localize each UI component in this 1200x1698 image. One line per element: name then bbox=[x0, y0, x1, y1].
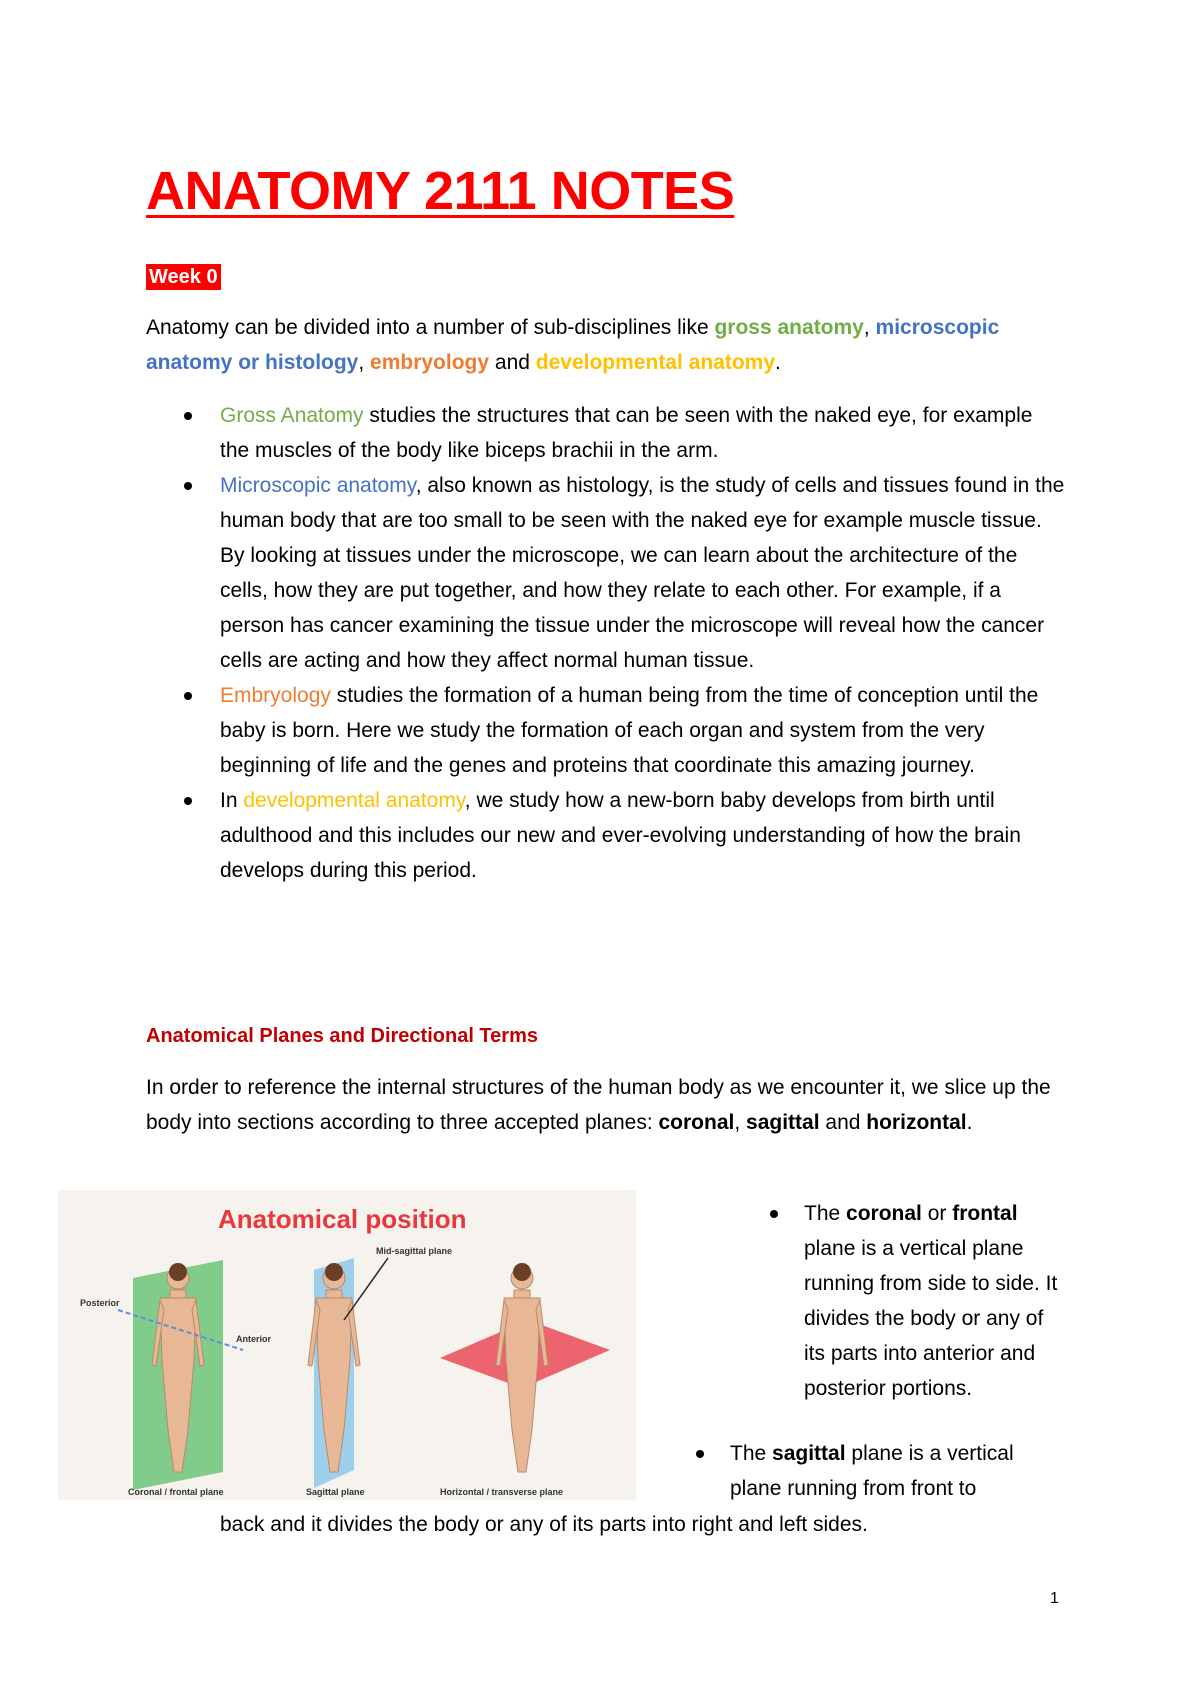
term-microscopic-anatomy: microscopic anatomy or histology bbox=[146, 316, 1000, 374]
planes-text: In order to reference the internal structures of the human body as we encounter it, we slice up the body into sections according to three accepted planes: bbox=[146, 1076, 1051, 1134]
bullet-text: , we study how a new-born baby develops from birth until adulthood and this includes our new and ever-evolving understanding of how the brain develops during this period. bbox=[220, 789, 1021, 882]
term-frontal: frontal bbox=[952, 1202, 1018, 1225]
bullet-text: , also known as histology, is the study of cells and tissues found in the human body that are too small to be seen with the naked eye for example muscle tissue. By looking at tissues under the microscope, we can learn about the architecture of the cells, how they are put together, and how they relate to each other. For example, if a person has cancer examining the tissue under the microscope will reveal how the cancer cells are acting and how they affect normal human tissue. bbox=[220, 474, 1065, 672]
term-sagittal: sagittal bbox=[772, 1442, 846, 1465]
bullet-icon bbox=[184, 797, 192, 805]
intro-end: . bbox=[775, 351, 781, 374]
intro-paragraph bbox=[146, 310, 1066, 380]
section-heading: Anatomical Planes and Directional Terms bbox=[146, 1025, 538, 1047]
term-gross-anatomy: gross anatomy bbox=[714, 316, 864, 339]
term-horizontal: horizontal bbox=[866, 1111, 967, 1134]
hair-shape bbox=[325, 1263, 343, 1281]
bullet-key: developmental anatomy bbox=[243, 789, 465, 812]
caption-horizontal: Horizontal / transverse plane bbox=[440, 1487, 564, 1497]
term-coronal: coronal bbox=[658, 1111, 735, 1134]
figure-title: Anatomical position bbox=[218, 1204, 467, 1234]
caption-coronal: Coronal / frontal plane bbox=[128, 1487, 224, 1497]
list-item bbox=[146, 678, 1066, 783]
intro-text: Anatomy can be divided into a number of sub-disciplines like bbox=[146, 316, 715, 339]
anatomical-position-figure bbox=[58, 1190, 636, 1500]
bullet-icon bbox=[770, 1210, 778, 1218]
planes-intro bbox=[146, 1070, 1066, 1140]
bullet-key: Microscopic anatomy bbox=[220, 474, 416, 497]
coronal-or: or bbox=[921, 1202, 953, 1225]
list-item bbox=[690, 1436, 1060, 1506]
sagittal-the: The bbox=[730, 1442, 773, 1465]
intro-and: and bbox=[489, 351, 536, 374]
coronal-the: The bbox=[804, 1202, 847, 1225]
planes-sep: , bbox=[734, 1111, 747, 1134]
sagittal-text: plane is a vertical plane running from front to bbox=[730, 1442, 1014, 1500]
term-coronal: coronal bbox=[846, 1202, 922, 1225]
caption-sagittal: Sagittal plane bbox=[306, 1487, 365, 1497]
coronal-plane-list bbox=[770, 1196, 1070, 1406]
anatomical-planes-illustration bbox=[58, 1190, 636, 1500]
page-number: 1 bbox=[1050, 1590, 1059, 1607]
planes-and: and bbox=[819, 1111, 867, 1134]
subdiscipline-list bbox=[146, 398, 1066, 888]
bullet-pre: In bbox=[220, 789, 244, 812]
week-label: Week 0 bbox=[146, 264, 221, 290]
page-title: ANATOMY 2111 NOTES bbox=[146, 161, 735, 221]
bullet-icon bbox=[696, 1450, 704, 1458]
list-item bbox=[146, 398, 1066, 468]
bullet-icon bbox=[184, 692, 192, 700]
bullet-icon bbox=[184, 482, 192, 490]
list-item bbox=[770, 1196, 1070, 1406]
hair-shape bbox=[513, 1263, 531, 1281]
bullet-text: studies the formation of a human being from the time of conception until the baby is born. Here we study the formation of each organ and system from the very beginning of life and the genes and proteins that coordinate this amazing journey. bbox=[220, 684, 1039, 777]
list-item bbox=[146, 468, 1066, 678]
bullet-key: Gross Anatomy bbox=[220, 404, 364, 427]
hair-shape bbox=[169, 1263, 187, 1281]
sagittal-plane-list bbox=[690, 1436, 1060, 1506]
list-item bbox=[146, 783, 1066, 888]
term-sagittal: sagittal bbox=[746, 1111, 820, 1134]
term-developmental-anatomy: developmental anatomy bbox=[535, 351, 776, 374]
term-embryology: embryology bbox=[370, 351, 490, 374]
intro-sep: , bbox=[863, 316, 876, 339]
label-mid-sagittal: Mid-sagittal plane bbox=[376, 1246, 453, 1256]
planes-end: . bbox=[966, 1111, 973, 1134]
bullet-icon bbox=[184, 412, 192, 420]
label-anterior: Anterior bbox=[236, 1334, 272, 1344]
intro-sep: , bbox=[358, 351, 371, 374]
coronal-text: plane is a vertical plane running from side to side. It divides the body or any of its parts into anterior and posterior portions. bbox=[804, 1237, 1058, 1400]
sagittal-continuation: back and it divides the body or any of its parts into right and left sides. bbox=[220, 1513, 868, 1536]
bullet-text: studies the structures that can be seen with the naked eye, for example the muscles of the body like biceps brachii in the arm. bbox=[220, 404, 1033, 462]
bullet-key: Embryology bbox=[220, 684, 331, 707]
label-posterior: Posterior bbox=[80, 1298, 120, 1308]
